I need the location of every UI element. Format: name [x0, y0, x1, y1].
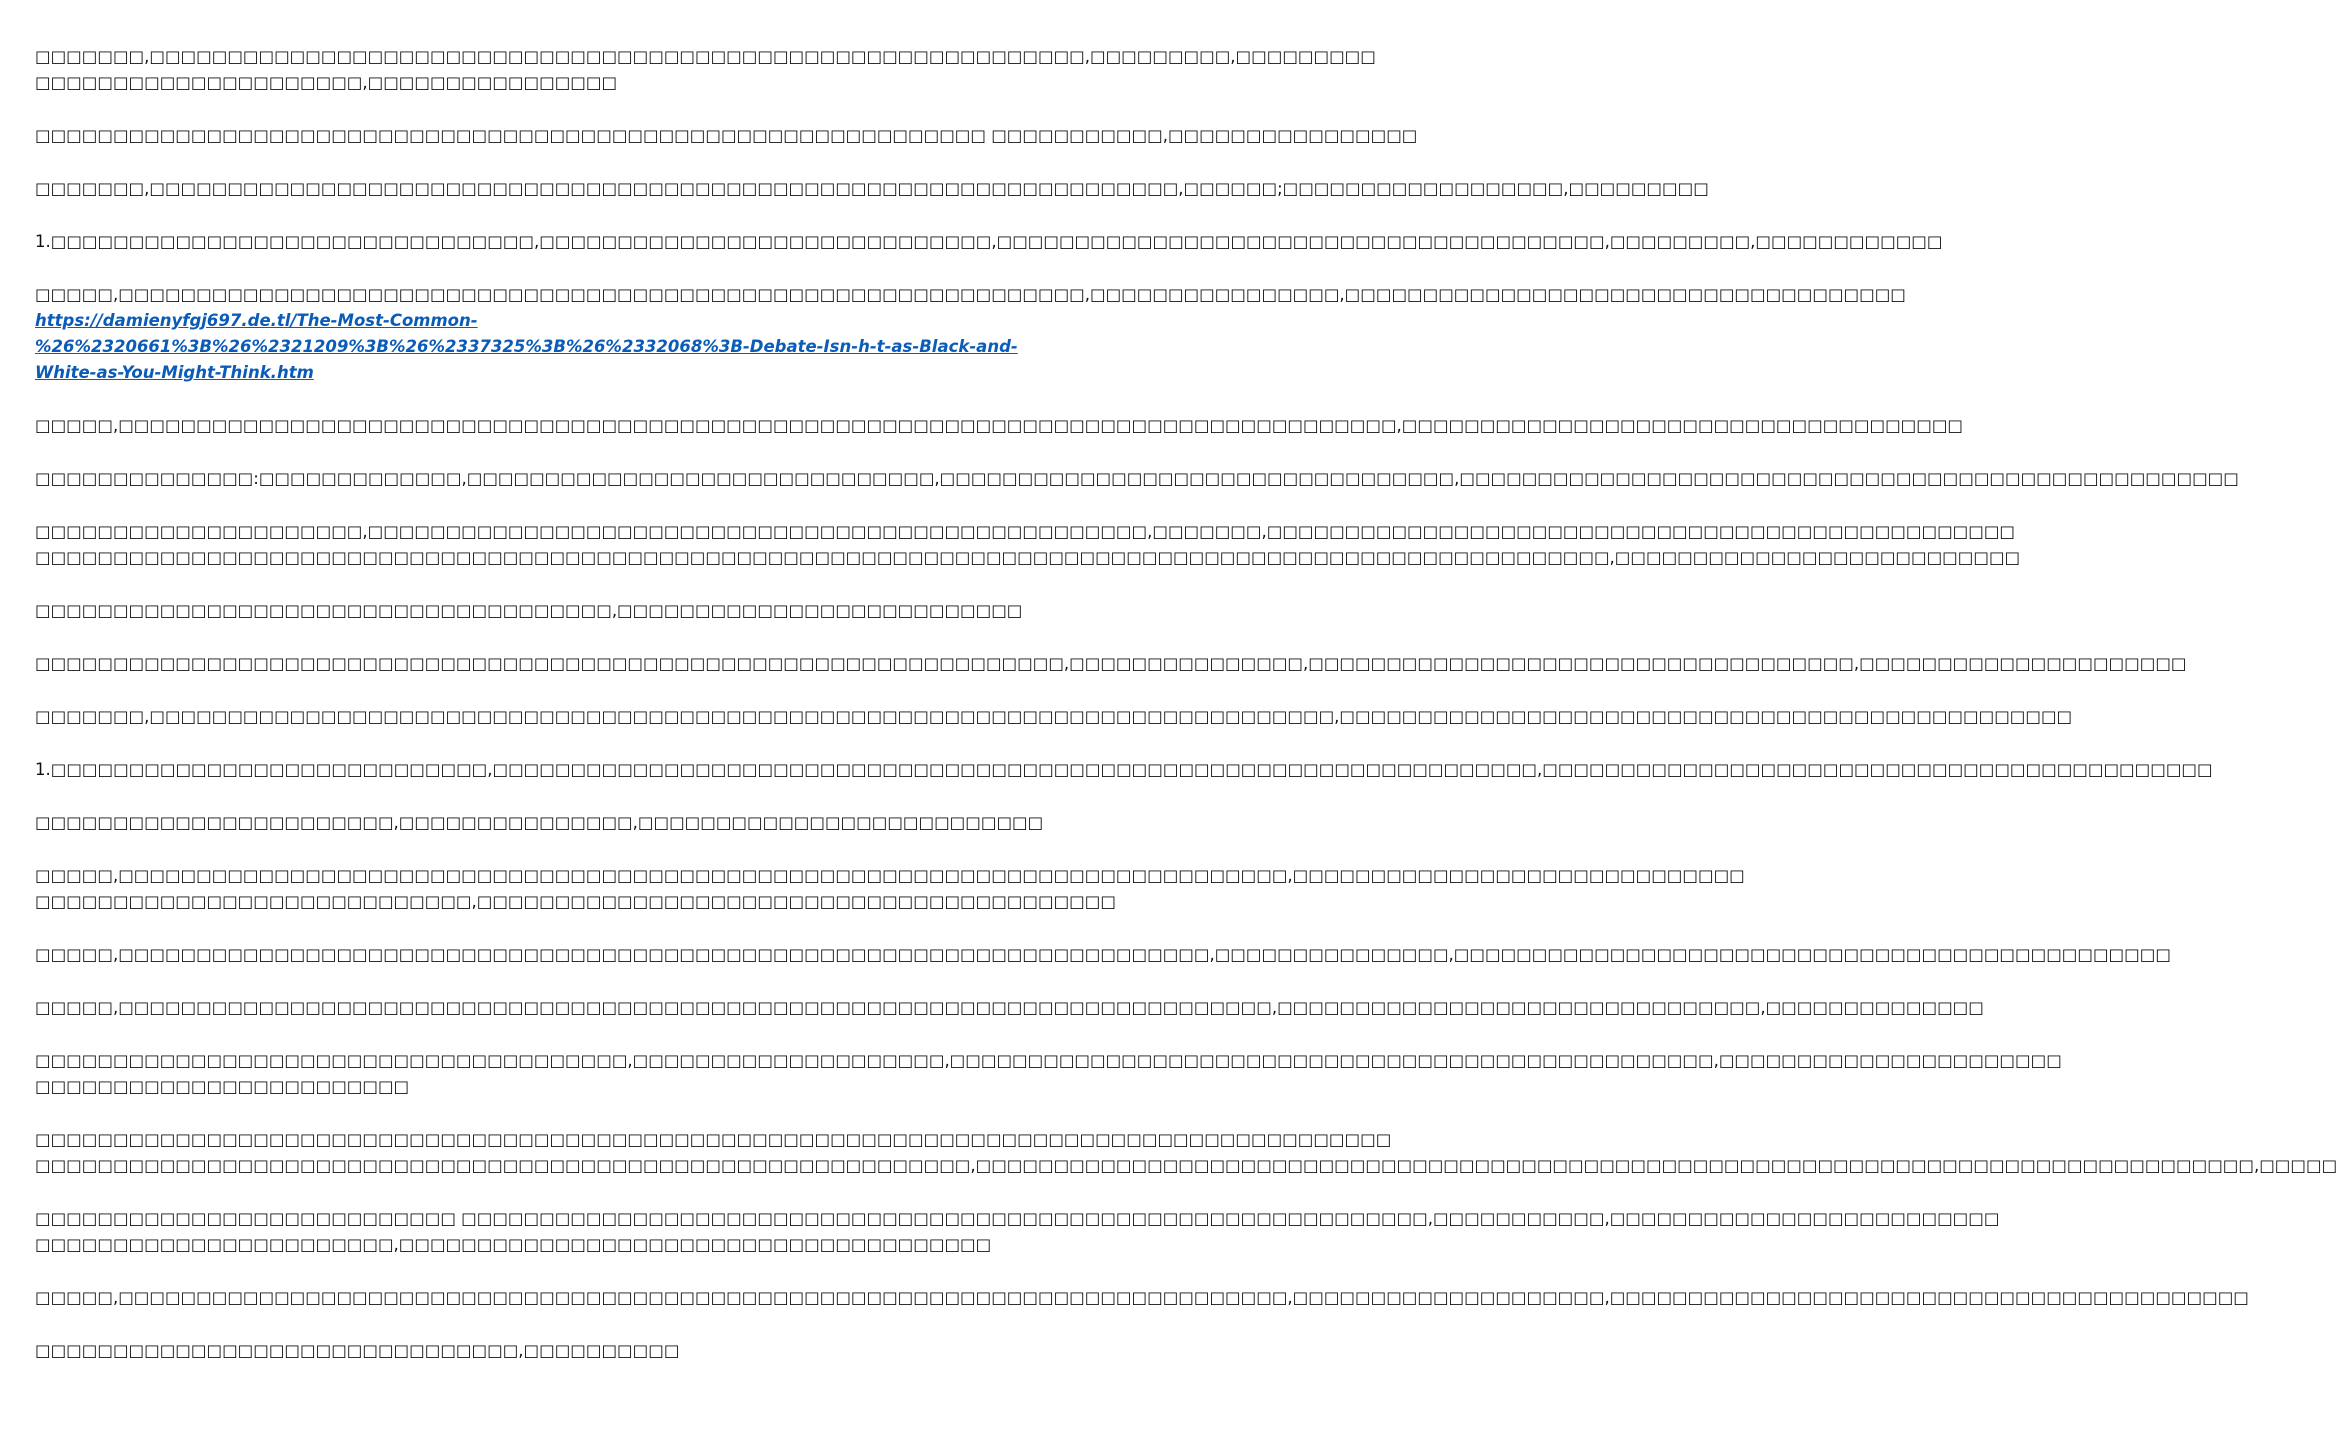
paragraph: [35, 995, 1984, 1021]
link-line[interactable]: %26%2320661%3B%26%2321209%3B%26%2337325%3B%26%2332068%3B-Debate-Isn-h-t-as-Black-and-: [35, 337, 1018, 356]
text-line: □□□□□,□□□□□□□□□□□□□□□□□□□□□□□□□□□□□□□□□□□□□□□□□□□□□□□□□□□□□□□□□□□□□□,□□□□□□□□□□□□□□□□,□□□□□□□□□□□□□□□□□□□□□□□□□□□□□□□□□□□□: [35, 285, 1906, 304]
paragraph: [35, 704, 2073, 730]
text-line: □□□□□□□,□□□□□□□□□□□□□□□□□□□□□□□□□□□□□□□□□□□□□□□□□□□□□□□□□□□□□□□□□□□□,□□□□□□□□□,□□□□□□□□□: [35, 47, 1376, 66]
text-line: □□□□□□□,□□□□□□□□□□□□□□□□□□□□□□□□□□□□□□□□□□□□□□□□□□□□□□□□□□□□□□□□□□□□□□□□□□□□□□□□□□□□,□□□□□□□□□□□□□□□□□□□□□□□□□□□□□□□□□□□□□□□□□□□□□□□: [35, 707, 2073, 726]
paragraph: [35, 123, 1418, 149]
text-line: □□□□□□□□□□□□□□□□□□□□□□□□□□□□□□□,□□□□□□□□□□: [35, 1341, 680, 1360]
document-body: [35, 44, 2337, 1391]
paragraph: [35, 44, 1376, 96]
text-line: □□□□□□□□□□□□□□□□□□□□□□□□□□□□□□□□□□□□□□□□□□□□□□□□□□□□□□□□□□□□□□□□□□,□□□□□□□□□□□□□□□,□□□□□□□□□□□□□□□□□□□□□□□□□□□□□□□□□□□,□□□□□□□□□□□□□□□□□□□□□: [35, 654, 2187, 673]
text-line: □□□□□□□□□□□□□□:□□□□□□□□□□□□□,□□□□□□□□□□□□□□□□□□□□□□□□□□□□□□,□□□□□□□□□□□□□□□□□□□□□□□□□□□□□□□□□,□□□□□□□□□□□□□□□□□□□□□□□□□□□□□□□□□□□□□□□□□□□□□□□□□□: [35, 469, 2239, 488]
paragraph: [35, 863, 1745, 915]
paragraph: [35, 1206, 2000, 1258]
paragraph: [35, 1338, 990, 1364]
text-line: □□□□□□□□□□□□□□□□□□□□□□□□□□□□□□□□□□□□□□□□□□□□□□□□□□□□□□□□□□□□□ □□□□□□□□□□□,□□□□□□□□□□□□□□□□: [35, 126, 1418, 145]
text-line: □□□□□□□□□□□□□□□□□□□□□□□□: [35, 1077, 410, 1096]
article-link[interactable]: [35, 308, 1018, 386]
text-line: □□□□□□□□□□□□□□□□□□□□□□□□□□□□,□□□□□□□□□□□□□□□□□□□□□□□□□□□□□□□□□□□□□□□□□: [35, 892, 1116, 911]
paragraph: [35, 1127, 2337, 1179]
paragraph: [35, 519, 2021, 571]
paragraph: [35, 413, 1964, 439]
text-line: □□□□□□□□□□□□□□□□□□□□□□□,□□□□□□□□□□□□□□□□□□□□□□□□□□□□□□□□□□□□□□: [35, 1235, 992, 1254]
paragraph: [35, 229, 1943, 255]
text-line: □□□□□,□□□□□□□□□□□□□□□□□□□□□□□□□□□□□□□□□□□□□□□□□□□□□□□□□□□□□□□□□□□□□□□□□□□□□□□□□□□□□□□□□□,□□□□□□□□□□□□□□□□□□□□□□□□□□□□□□□□□□□□: [35, 416, 1964, 435]
text-line: □□□□□□□□□□□□□□□□□□□□□□□□□□□□□□□□□□□□□□,□□□□□□□□□□□□□□□□□□□□,□□□□□□□□□□□□□□□□□□□□□□□□□□□□□□□□□□□□□□□□□□□□□□□□□,□□□□□□□□□□□□□□□□□□□□□□: [35, 1051, 2062, 1070]
text-line: □□□□□,□□□□□□□□□□□□□□□□□□□□□□□□□□□□□□□□□□□□□□□□□□□□□□□□□□□□□□□□□□□□□□□□□□□□□□,□□□□□□□□□□□□□□□,□□□□□□□□□□□□□□□□□□□□□□□□□□□□□□□□□□□□□□□□□□□□□□: [35, 945, 2171, 964]
text-line: □□□□□□□□□□□□□□□□□□□□□□□□□□□□□□□□□□□□□□□□□□□□□□□□□□□□□□□□□□□□□□□□□□□□□□□□□□□□□□□□□□□□□□□: [35, 1130, 1392, 1149]
paragraph: [35, 1048, 2062, 1100]
paragraph: [35, 176, 1709, 202]
text-line: □□□□□□□□□□□□□□□□□□□□□,□□□□□□□□□□□□□□□□: [35, 73, 618, 92]
paragraph: [35, 466, 2239, 492]
text-line: □□□□□□□□□□□□□□□□□□□□□,□□□□□□□□□□□□□□□□□□□□□□□□□□□□□□□□□□□□□□□□□□□□□□□□□□,□□□□□□□,□□□□□□□□□□□□□□□□□□□□□□□□□□□□□□□□□□□□□□□□□□□□□□□□: [35, 522, 2016, 541]
link-line[interactable]: White-as-You-Might-Think.htm: [35, 363, 314, 382]
text-line: □□□□□□□,□□□□□□□□□□□□□□□□□□□□□□□□□□□□□□□□□□□□□□□□□□□□□□□□□□□□□□□□□□□□□□□□□□,□□□□□□;□□□□□□□□□□□□□□□□□□,□□□□□□□□□: [35, 179, 1709, 198]
text-line: □□□□□,□□□□□□□□□□□□□□□□□□□□□□□□□□□□□□□□□□□□□□□□□□□□□□□□□□□□□□□□□□□□□□□□□□□□□□□□□□□,□□□□□□□□□□□□□□□□□□□□□□□□□□□□□: [35, 866, 1745, 885]
paragraph: [35, 810, 1044, 836]
text-line: □□□□□□□□□□□□□□□□□□□□□□□□□□□□□□□□□□□□□□□□□□□□□□□□□□□□□□□□□□□□□□□□□□□□□□□□□□□□□□□□□□□□□□□□□□□□□□□□□□□□□,□□□□□□□□□□□□□□□□□□□□□□□□□□: [35, 548, 2021, 567]
paragraph-with-link: [35, 282, 1906, 386]
text-line: □□□□□,□□□□□□□□□□□□□□□□□□□□□□□□□□□□□□□□□□□□□□□□□□□□□□□□□□□□□□□□□□□□□□□□□□□□□□□□□□,□□□□□□□□□□□□□□□□□□□□□□□□□□□□□□□,□□□□□□□□□□□□□□: [35, 998, 1984, 1017]
text-line: □□□□□□□□□□□□□□□□□□□□□□□,□□□□□□□□□□□□□□□,□□□□□□□□□□□□□□□□□□□□□□□□□□: [35, 813, 1044, 832]
text-line: 1.□□□□□□□□□□□□□□□□□□□□□□□□□□□□□□□,□□□□□□□□□□□□□□□□□□□□□□□□□□□□□,□□□□□□□□□□□□□□□□□□□□□□□□□□□□□□□□□□□□□□□,□□□□□□□□□,□□□□□□□□□□□□: [35, 232, 1943, 251]
text-line: □□□□□□□□□□□□□□□□□□□□□□□□□□□□□□□□□□□□□,□□□□□□□□□□□□□□□□□□□□□□□□□□: [35, 601, 1023, 620]
paragraph: [35, 598, 1023, 624]
text-line: □□□□□,□□□□□□□□□□□□□□□□□□□□□□□□□□□□□□□□□□□□□□□□□□□□□□□□□□□□□□□□□□□□□□□□□□□□□□□□□□□,□□□□□□□□□□□□□□□□□□□□,□□□□□□□□□□□□□□□□□□□□□□□□□□□□□□□□□□□□□□□□□: [35, 1288, 2249, 1307]
text-line: □□□□□□□□□□□□□□□□□□□□□□□□□□□ □□□□□□□□□□□□□□□□□□□□□□□□□□□□□□□□□□□□□□□□□□□□□□□□□□□□□□□□□□□□□□,□□□□□□□□□□□,□□□□□□□□□□□□□□□□□□□□□□□□□: [35, 1209, 2000, 1228]
paragraph: [35, 1285, 2249, 1311]
paragraph: [35, 651, 2187, 677]
paragraph: [35, 757, 2213, 783]
text-line: 1.□□□□□□□□□□□□□□□□□□□□□□□□□□□□,□□□□□□□□□□□□□□□□□□□□□□□□□□□□□□□□□□□□□□□□□□□□□□□□□□□□□□□□□□□□□□□□□□□,□□□□□□□□□□□□□□□□□□□□□□□□□□□□□□□□□□□□□□□□□□□: [35, 760, 2213, 779]
paragraph: [35, 942, 2171, 968]
link-line[interactable]: https://damienyfgj697.de.tl/The-Most-Common-: [35, 311, 478, 330]
text-line: □□□□□□□□□□□□□□□□□□□□□□□□□□□□□□□□□□□□□□□□□□□□□□□□□□□□□□□□□□□□,□□□□□□□□□□□□□□□□□□□□□□□□□□□□□□□□□□□□□□□□□□□□□□□□□□□□□□□□□□□□□□□□□□□□□□□□□□□□□□□□□□,□□□□□: [35, 1156, 2337, 1175]
